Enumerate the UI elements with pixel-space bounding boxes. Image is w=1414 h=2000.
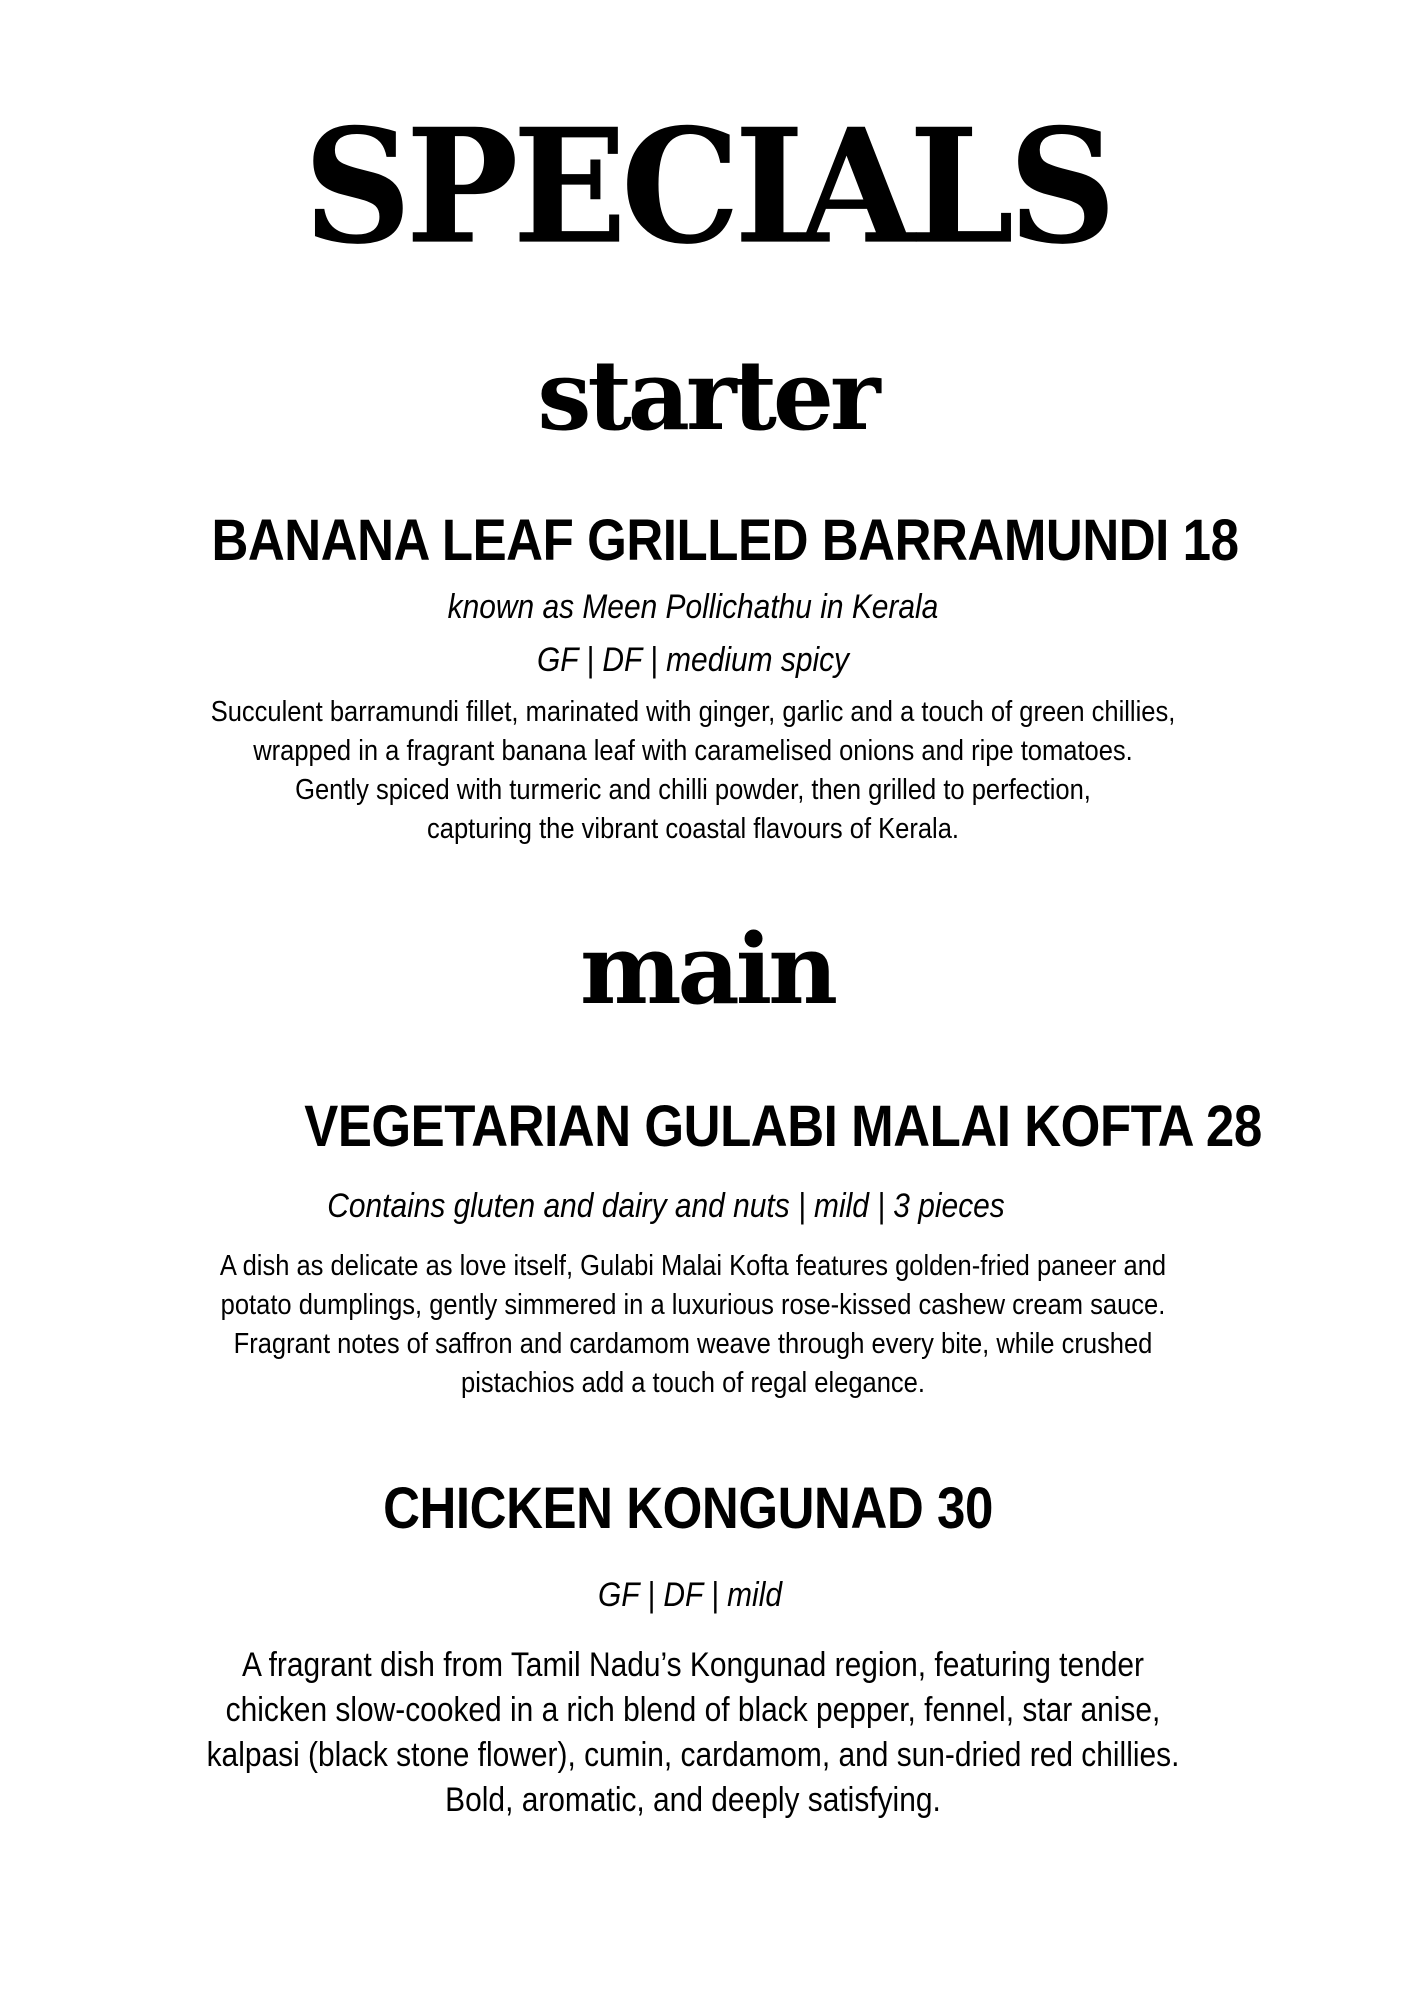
description-line: wrapped in a fragrant banana leaf with caramelised onions and ripe tomatoes. [253, 735, 1133, 767]
description-line: Succulent barramundi fillet, marinated with ginger, garlic and a touch of green chillies, [210, 696, 1176, 728]
description-line: A dish as delicate as love itself, Gulabi Malai Kofta features golden-fried paneer and [219, 1250, 1167, 1282]
dish-title: CHICKEN KONGUNAD 30 [383, 1476, 993, 1541]
description-line: kalpasi (black stone flower), cumin, cardamom, and sun-dried red chillies. [206, 1736, 1180, 1774]
section-heading-starter: starter [537, 339, 877, 452]
dish-description [71, 1247, 1315, 1403]
description-line: Bold, aromatic, and deeply satisfying. [445, 1781, 941, 1819]
dish-dietary-info: GF | DF | medium spicy [536, 641, 850, 679]
description-line: Fragrant notes of saffron and cardamom weave through every bite, while crushed [233, 1328, 1153, 1360]
description-line: capturing the vibrant coastal flavours of Kerala. [427, 813, 959, 845]
description-line: Gently spiced with turmeric and chilli powder, then grilled to perfection, [295, 774, 1091, 806]
description-line: pistachios add a touch of regal elegance. [461, 1367, 925, 1399]
dish-note: known as Meen Pollichathu in Kerala [447, 588, 939, 626]
dish-title: BANANA LEAF GRILLED BARRAMUNDI 18 [211, 508, 1239, 573]
description-line: A fragrant dish from Tamil Nadu’s Kongunad region, featuring tender [241, 1646, 1145, 1684]
description-line: potato dumplings, gently simmered in a luxurious rose-kissed cashew cream sauce. [220, 1289, 1166, 1321]
dish-dietary-info: GF | DF | mild [597, 1576, 783, 1614]
description-line: chicken slow-cooked in a rich blend of black pepper, fennel, star anise, [225, 1691, 1161, 1729]
dish-title: VEGETARIAN GULABI MALAI KOFTA 28 [304, 1094, 1262, 1159]
dish-description [71, 1643, 1315, 1823]
dish-description [71, 693, 1315, 849]
page-title: SPECIALS [303, 94, 1111, 280]
section-heading-main: main [579, 913, 835, 1026]
dish-dietary-info: Contains gluten and dairy and nuts | mild | 3 pieces [327, 1187, 1005, 1225]
